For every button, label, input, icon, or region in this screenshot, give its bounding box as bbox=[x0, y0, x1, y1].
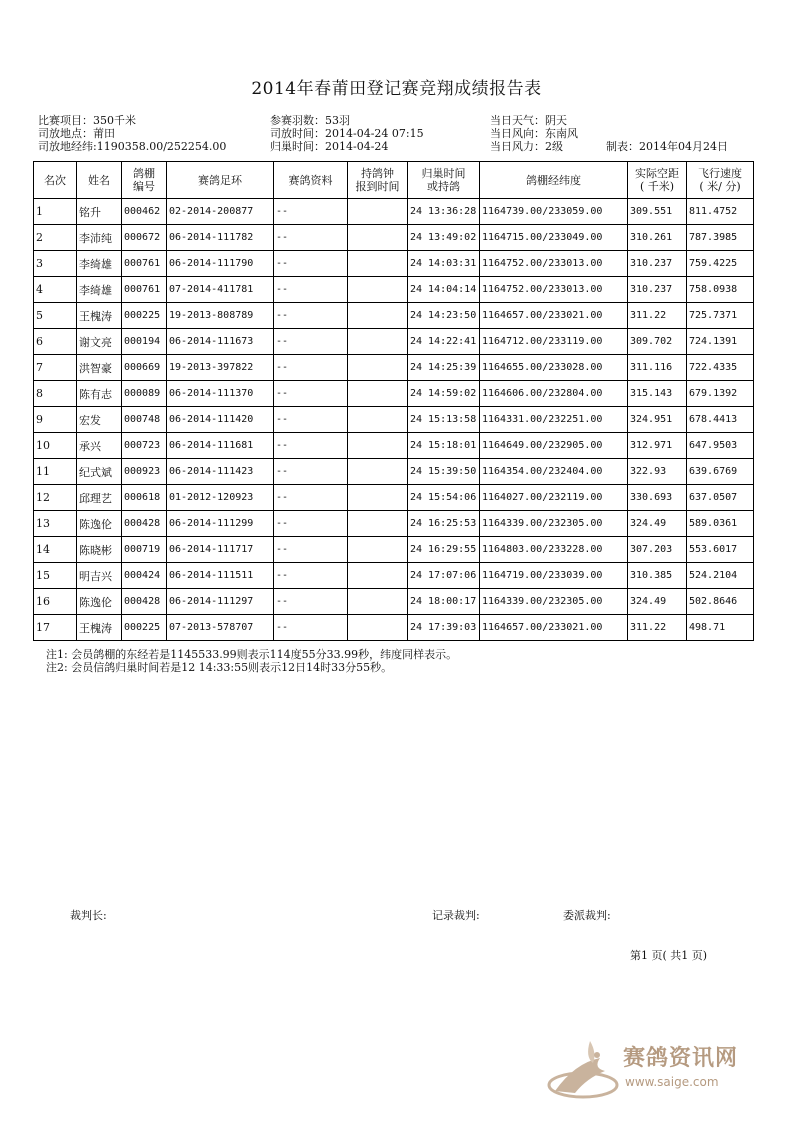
header-name: 姓名 bbox=[77, 162, 122, 199]
cell-loft-id: 000424 bbox=[122, 563, 167, 589]
watermark-text: 赛鸽资讯网 bbox=[623, 1046, 739, 1071]
cell-pigeon-info: -- bbox=[274, 381, 348, 407]
info-weather: 当日天气：阴天 bbox=[490, 114, 567, 127]
cell-distance: 310.237 bbox=[628, 251, 687, 277]
cell-clock-time bbox=[348, 537, 408, 563]
pigeon-logo-icon bbox=[545, 1033, 625, 1108]
cell-rank: 17 bbox=[34, 615, 77, 641]
header-arrival-time: 归巢时间 或持鸽 bbox=[408, 162, 480, 199]
cell-name: 洪智豪 bbox=[77, 355, 122, 381]
table-row bbox=[34, 407, 754, 433]
cell-pigeon-info: -- bbox=[274, 485, 348, 511]
cell-arrival-time: 24 15:13:58 bbox=[408, 407, 480, 433]
cell-loft-id: 000761 bbox=[122, 251, 167, 277]
cell-rank: 13 bbox=[34, 511, 77, 537]
cell-loft-id: 000225 bbox=[122, 303, 167, 329]
cell-speed: 811.4752 bbox=[687, 199, 754, 225]
cell-rank: 3 bbox=[34, 251, 77, 277]
cell-loft-id: 000672 bbox=[122, 225, 167, 251]
header-speed: 飞行速度 ( 米/ 分) bbox=[687, 162, 754, 199]
cell-loft-id: 000428 bbox=[122, 589, 167, 615]
cell-pigeon-info: -- bbox=[274, 303, 348, 329]
table-header-row bbox=[34, 162, 754, 199]
cell-speed: 589.0361 bbox=[687, 511, 754, 537]
cell-distance: 324.49 bbox=[628, 511, 687, 537]
cell-clock-time bbox=[348, 251, 408, 277]
cell-arrival-time: 24 13:49:02 bbox=[408, 225, 480, 251]
cell-arrival-time: 24 16:29:55 bbox=[408, 537, 480, 563]
cell-coords: 1164339.00/232305.00 bbox=[480, 589, 628, 615]
table-row bbox=[34, 485, 754, 511]
table-row bbox=[34, 615, 754, 641]
info-release-place: 司放地点：莆田 bbox=[38, 127, 115, 140]
cell-rank: 1 bbox=[34, 199, 77, 225]
cell-speed: 758.0938 bbox=[687, 277, 754, 303]
cell-distance: 311.22 bbox=[628, 303, 687, 329]
cell-distance: 310.385 bbox=[628, 563, 687, 589]
cell-arrival-time: 24 13:36:28 bbox=[408, 199, 480, 225]
cell-distance: 307.203 bbox=[628, 537, 687, 563]
cell-speed: 759.4225 bbox=[687, 251, 754, 277]
cell-rank: 7 bbox=[34, 355, 77, 381]
cell-clock-time bbox=[348, 615, 408, 641]
table-row bbox=[34, 199, 754, 225]
cell-clock-time bbox=[348, 589, 408, 615]
cell-speed: 553.6017 bbox=[687, 537, 754, 563]
table-row bbox=[34, 251, 754, 277]
cell-name: 陈逸伦 bbox=[77, 589, 122, 615]
cell-rank: 15 bbox=[34, 563, 77, 589]
results-body bbox=[34, 199, 754, 641]
cell-rank: 6 bbox=[34, 329, 77, 355]
cell-ring: 06-2014-111299 bbox=[167, 511, 274, 537]
cell-ring: 06-2014-111782 bbox=[167, 225, 274, 251]
cell-ring: 06-2014-111423 bbox=[167, 459, 274, 485]
cell-speed: 502.8646 bbox=[687, 589, 754, 615]
cell-ring: 06-2014-111681 bbox=[167, 433, 274, 459]
cell-distance: 309.551 bbox=[628, 199, 687, 225]
cell-loft-id: 000748 bbox=[122, 407, 167, 433]
cell-arrival-time: 24 16:25:53 bbox=[408, 511, 480, 537]
cell-arrival-time: 24 14:22:41 bbox=[408, 329, 480, 355]
cell-clock-time bbox=[348, 433, 408, 459]
cell-pigeon-info: -- bbox=[274, 563, 348, 589]
cell-coords: 1164655.00/233028.00 bbox=[480, 355, 628, 381]
cell-coords: 1164657.00/233021.00 bbox=[480, 615, 628, 641]
cell-coords: 1164331.00/232251.00 bbox=[480, 407, 628, 433]
cell-ring: 06-2014-111717 bbox=[167, 537, 274, 563]
cell-loft-id: 000428 bbox=[122, 511, 167, 537]
table-row bbox=[34, 355, 754, 381]
cell-pigeon-info: -- bbox=[274, 225, 348, 251]
cell-coords: 1164719.00/233039.00 bbox=[480, 563, 628, 589]
table-row bbox=[34, 329, 754, 355]
cell-ring: 19-2013-808789 bbox=[167, 303, 274, 329]
cell-arrival-time: 24 14:03:31 bbox=[408, 251, 480, 277]
cell-arrival-time: 24 15:54:06 bbox=[408, 485, 480, 511]
info-wind-force: 当日风力：2级 bbox=[490, 140, 563, 153]
cell-clock-time bbox=[348, 277, 408, 303]
cell-loft-id: 000618 bbox=[122, 485, 167, 511]
cell-pigeon-info: -- bbox=[274, 589, 348, 615]
header-loft-id: 鸽棚 编号 bbox=[122, 162, 167, 199]
info-event: 比赛项目：350千米 bbox=[38, 114, 136, 127]
cell-speed: 637.0507 bbox=[687, 485, 754, 511]
cell-ring: 06-2014-111420 bbox=[167, 407, 274, 433]
watermark bbox=[545, 1033, 760, 1108]
cell-ring: 01-2012-120923 bbox=[167, 485, 274, 511]
table-row bbox=[34, 563, 754, 589]
cell-clock-time bbox=[348, 563, 408, 589]
cell-clock-time bbox=[348, 407, 408, 433]
cell-arrival-time: 24 17:39:03 bbox=[408, 615, 480, 641]
info-made-on: 制表：2014年04月24日 bbox=[606, 140, 728, 153]
cell-rank: 9 bbox=[34, 407, 77, 433]
cell-coords: 1164354.00/232404.00 bbox=[480, 459, 628, 485]
cell-name: 李绮雄 bbox=[77, 251, 122, 277]
cell-speed: 639.6769 bbox=[687, 459, 754, 485]
cell-ring: 06-2014-111297 bbox=[167, 589, 274, 615]
note-1: 注1: 会员鸽棚的东经若是1145533.99则表示114度55分33.99秒，纬度同样表示。 bbox=[46, 648, 458, 661]
cell-ring: 19-2013-397822 bbox=[167, 355, 274, 381]
cell-clock-time bbox=[348, 329, 408, 355]
header-ring: 赛鸽足环 bbox=[167, 162, 274, 199]
cell-loft-id: 000761 bbox=[122, 277, 167, 303]
cell-clock-time bbox=[348, 199, 408, 225]
cell-pigeon-info: -- bbox=[274, 329, 348, 355]
cell-name: 明吉兴 bbox=[77, 563, 122, 589]
cell-clock-time bbox=[348, 511, 408, 537]
cell-rank: 8 bbox=[34, 381, 77, 407]
note-2: 注2: 会员信鸽归巢时间若是12 14:33:55则表示12日14时33分55秒。 bbox=[46, 661, 393, 674]
cell-clock-time bbox=[348, 485, 408, 511]
cell-clock-time bbox=[348, 459, 408, 485]
header-pigeon-info: 赛鸽资料 bbox=[274, 162, 348, 199]
cell-rank: 2 bbox=[34, 225, 77, 251]
cell-rank: 14 bbox=[34, 537, 77, 563]
cell-coords: 1164606.00/232804.00 bbox=[480, 381, 628, 407]
cell-loft-id: 000462 bbox=[122, 199, 167, 225]
info-entries: 参赛羽数：53羽 bbox=[270, 114, 350, 127]
cell-speed: 725.7371 bbox=[687, 303, 754, 329]
cell-ring: 07-2013-578707 bbox=[167, 615, 274, 641]
header-distance: 实际空距 ( 千米) bbox=[628, 162, 687, 199]
cell-distance: 310.237 bbox=[628, 277, 687, 303]
info-release-coords: 司放地经纬:1190358.00/252254.00 bbox=[38, 140, 227, 153]
table-row bbox=[34, 459, 754, 485]
header-rank: 名次 bbox=[34, 162, 77, 199]
cell-distance: 311.116 bbox=[628, 355, 687, 381]
cell-loft-id: 000089 bbox=[122, 381, 167, 407]
cell-speed: 722.4335 bbox=[687, 355, 754, 381]
cell-speed: 647.9503 bbox=[687, 433, 754, 459]
cell-distance: 311.22 bbox=[628, 615, 687, 641]
cell-pigeon-info: -- bbox=[274, 199, 348, 225]
cell-arrival-time: 24 14:25:39 bbox=[408, 355, 480, 381]
table-row bbox=[34, 225, 754, 251]
cell-pigeon-info: -- bbox=[274, 355, 348, 381]
cell-clock-time bbox=[348, 303, 408, 329]
cell-coords: 1164027.00/232119.00 bbox=[480, 485, 628, 511]
cell-loft-id: 000669 bbox=[122, 355, 167, 381]
cell-loft-id: 000719 bbox=[122, 537, 167, 563]
cell-speed: 787.3985 bbox=[687, 225, 754, 251]
cell-distance: 324.49 bbox=[628, 589, 687, 615]
cell-distance: 315.143 bbox=[628, 381, 687, 407]
assigned-judge-label: 委派裁判: bbox=[563, 909, 611, 922]
info-return-time: 归巢时间：2014-04-24 bbox=[270, 140, 389, 153]
cell-coords: 1164715.00/233049.00 bbox=[480, 225, 628, 251]
cell-pigeon-info: -- bbox=[274, 511, 348, 537]
cell-distance: 310.261 bbox=[628, 225, 687, 251]
cell-name: 谢文亮 bbox=[77, 329, 122, 355]
table-row bbox=[34, 589, 754, 615]
cell-ring: 02-2014-200877 bbox=[167, 199, 274, 225]
cell-ring: 06-2014-111673 bbox=[167, 329, 274, 355]
cell-arrival-time: 24 14:59:02 bbox=[408, 381, 480, 407]
cell-arrival-time: 24 15:39:50 bbox=[408, 459, 480, 485]
cell-coords: 1164649.00/232905.00 bbox=[480, 433, 628, 459]
header-clock-time: 持鸽钟 报到时间 bbox=[348, 162, 408, 199]
cell-speed: 498.71 bbox=[687, 615, 754, 641]
cell-rank: 11 bbox=[34, 459, 77, 485]
cell-coords: 1164752.00/233013.00 bbox=[480, 277, 628, 303]
cell-arrival-time: 24 17:07:06 bbox=[408, 563, 480, 589]
cell-distance: 324.951 bbox=[628, 407, 687, 433]
cell-name: 李绮雄 bbox=[77, 277, 122, 303]
cell-distance: 312.971 bbox=[628, 433, 687, 459]
cell-pigeon-info: -- bbox=[274, 433, 348, 459]
table-row bbox=[34, 303, 754, 329]
watermark-url: www.saige.com bbox=[625, 1075, 719, 1089]
cell-name: 铭升 bbox=[77, 199, 122, 225]
cell-coords: 1164712.00/233119.00 bbox=[480, 329, 628, 355]
cell-distance: 309.702 bbox=[628, 329, 687, 355]
cell-pigeon-info: -- bbox=[274, 251, 348, 277]
cell-name: 陈晓彬 bbox=[77, 537, 122, 563]
cell-clock-time bbox=[348, 355, 408, 381]
cell-loft-id: 000194 bbox=[122, 329, 167, 355]
cell-coords: 1164657.00/233021.00 bbox=[480, 303, 628, 329]
cell-clock-time bbox=[348, 225, 408, 251]
cell-loft-id: 000225 bbox=[122, 615, 167, 641]
cell-pigeon-info: -- bbox=[274, 537, 348, 563]
report-title: 2014年春莆田登记赛竞翔成绩报告表 bbox=[251, 79, 542, 99]
cell-speed: 679.1392 bbox=[687, 381, 754, 407]
cell-pigeon-info: -- bbox=[274, 277, 348, 303]
cell-coords: 1164752.00/233013.00 bbox=[480, 251, 628, 277]
cell-distance: 330.693 bbox=[628, 485, 687, 511]
cell-name: 承兴 bbox=[77, 433, 122, 459]
cell-name: 陈有志 bbox=[77, 381, 122, 407]
cell-distance: 322.93 bbox=[628, 459, 687, 485]
cell-arrival-time: 24 14:04:14 bbox=[408, 277, 480, 303]
table-row bbox=[34, 433, 754, 459]
cell-pigeon-info: -- bbox=[274, 407, 348, 433]
cell-speed: 724.1391 bbox=[687, 329, 754, 355]
info-wind-direction: 当日风向：东南风 bbox=[490, 127, 578, 140]
cell-pigeon-info: -- bbox=[274, 459, 348, 485]
cell-speed: 524.2104 bbox=[687, 563, 754, 589]
cell-loft-id: 000923 bbox=[122, 459, 167, 485]
cell-clock-time bbox=[348, 381, 408, 407]
cell-ring: 06-2014-111370 bbox=[167, 381, 274, 407]
table-row bbox=[34, 537, 754, 563]
cell-arrival-time: 24 15:18:01 bbox=[408, 433, 480, 459]
notes bbox=[46, 648, 457, 674]
cell-coords: 1164739.00/233059.00 bbox=[480, 199, 628, 225]
chief-judge-label: 裁判长: bbox=[70, 909, 107, 922]
cell-rank: 4 bbox=[34, 277, 77, 303]
table-row bbox=[34, 381, 754, 407]
cell-arrival-time: 24 14:23:50 bbox=[408, 303, 480, 329]
cell-ring: 07-2014-411781 bbox=[167, 277, 274, 303]
cell-coords: 1164803.00/233228.00 bbox=[480, 537, 628, 563]
cell-rank: 12 bbox=[34, 485, 77, 511]
table-row bbox=[34, 511, 754, 537]
cell-speed: 678.4413 bbox=[687, 407, 754, 433]
cell-coords: 1164339.00/232305.00 bbox=[480, 511, 628, 537]
results-table bbox=[33, 161, 754, 641]
cell-loft-id: 000723 bbox=[122, 433, 167, 459]
cell-ring: 06-2014-111790 bbox=[167, 251, 274, 277]
cell-name: 陈逸伦 bbox=[77, 511, 122, 537]
page-number: 第1 页( 共1 页) bbox=[630, 949, 708, 962]
cell-pigeon-info: -- bbox=[274, 615, 348, 641]
cell-rank: 5 bbox=[34, 303, 77, 329]
cell-name: 王槐涛 bbox=[77, 615, 122, 641]
cell-name: 纪式斌 bbox=[77, 459, 122, 485]
cell-arrival-time: 24 18:00:17 bbox=[408, 589, 480, 615]
cell-name: 邱理艺 bbox=[77, 485, 122, 511]
table-row bbox=[34, 277, 754, 303]
header-coords: 鸽棚经纬度 bbox=[480, 162, 628, 199]
cell-name: 宏发 bbox=[77, 407, 122, 433]
cell-name: 李沛纯 bbox=[77, 225, 122, 251]
cell-ring: 06-2014-111511 bbox=[167, 563, 274, 589]
info-release-time: 司放时间：2014-04-24 07:15 bbox=[270, 127, 424, 140]
cell-name: 王槐涛 bbox=[77, 303, 122, 329]
cell-rank: 16 bbox=[34, 589, 77, 615]
record-judge-label: 记录裁判: bbox=[432, 909, 480, 922]
cell-rank: 10 bbox=[34, 433, 77, 459]
